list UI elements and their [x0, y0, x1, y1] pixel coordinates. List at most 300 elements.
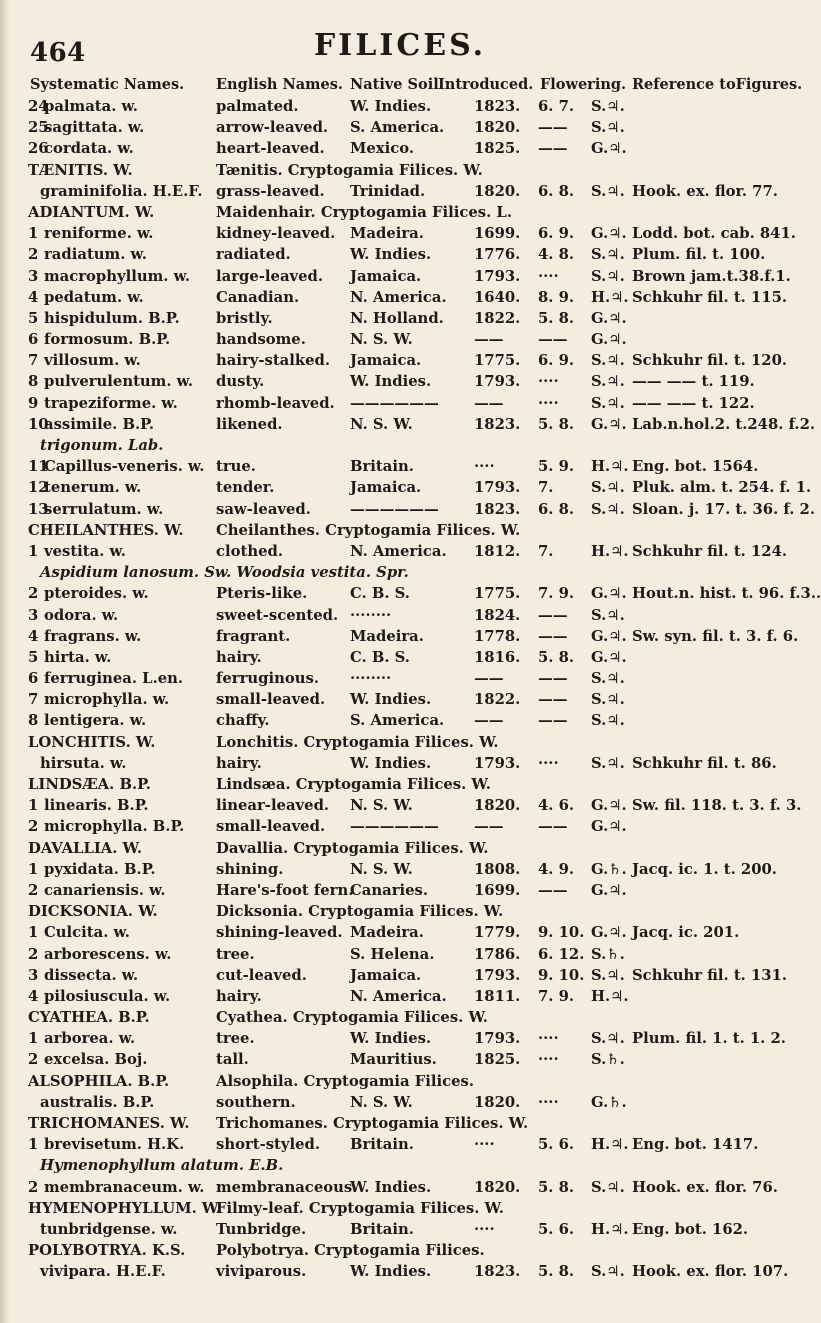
cell-nat: S. America. — [350, 712, 445, 730]
cell-sym: S.♄. — [591, 1051, 625, 1069]
cell-ref: Lab.n.hol.2. t.248. f.2. — [632, 415, 816, 433]
cell-nat: Madeira. — [350, 924, 424, 942]
cell-fl: 6. 9. — [538, 225, 575, 243]
cell-ref: Hout.n. hist. t. 96. f.3.. — [632, 585, 821, 603]
cell-yr: 1824. — [474, 606, 521, 624]
cell-eng: hairy. — [216, 987, 262, 1005]
cell-sys: pilosiuscula. w. — [44, 987, 171, 1005]
cell-fl: —— — [538, 712, 568, 730]
cell-eng: Hare's-foot fern. — [216, 881, 354, 899]
cell-sys: microphylla. B.P. — [44, 818, 185, 836]
cell-sys: excelsa. Boj. — [44, 1051, 148, 1069]
genus-row — [0, 774, 800, 795]
cell-num: 2 — [28, 1178, 39, 1196]
cell-sym: S.♃. — [591, 712, 625, 730]
header-flowering: Flowering. — [540, 76, 627, 93]
cell-sys: tunbridgense. w. — [40, 1220, 178, 1238]
cell-num: 2 — [28, 1051, 39, 1069]
cell-eng: Canadian. — [216, 288, 300, 306]
cell-nat: C. B. S. — [350, 585, 410, 603]
cell-sym: H.♃. — [591, 1136, 629, 1154]
cell-yr: 1793. — [474, 373, 521, 391]
cell-fl: 7. — [538, 542, 554, 560]
cell-sys: HYMENOPHYLLUM. W. — [28, 1199, 222, 1217]
cell-eng: rhomb-leaved. — [216, 394, 335, 412]
cell-fl: ···· — [538, 267, 559, 285]
cell-yr: —— — [474, 670, 504, 688]
cell-ref: Eng. bot. 1564. — [632, 458, 759, 476]
cell-nat: Jamaica. — [350, 267, 422, 285]
cell-eng: hairy. — [216, 754, 262, 772]
cell-gen: Dicksonia. Cryptogamia Filices. W. — [216, 903, 504, 921]
cell-num: 2 — [28, 585, 39, 603]
cell-sym: G.♄. — [591, 1093, 627, 1111]
cell-sys: ferruginea. L.en. — [44, 670, 184, 688]
cell-fl: —— — [538, 119, 568, 137]
cell-nat: Britain. — [350, 1220, 414, 1238]
cell-nat: ········ — [350, 606, 392, 624]
cell-nat: W. Indies. — [350, 1030, 432, 1048]
cell-num: 9 — [28, 394, 39, 412]
cell-sym: H.♃. — [591, 288, 629, 306]
cell-nat: W. Indies. — [350, 246, 432, 264]
cell-nat: W. Indies. — [350, 691, 432, 709]
cell-num: 25 — [28, 119, 49, 137]
cell-num: 5 — [28, 648, 39, 666]
cell-sym: G.♃. — [591, 585, 627, 603]
cell-eng: tender. — [216, 479, 275, 497]
cell-fl: ···· — [538, 1093, 559, 1111]
table-row — [0, 689, 800, 710]
cell-eng: radiated. — [216, 246, 291, 264]
cell-sys: TÆNITIS. W. — [28, 161, 133, 179]
cell-fl: 8. 9. — [538, 288, 575, 306]
cell-sym: S.♃. — [591, 352, 625, 370]
cell-eng: likened. — [216, 415, 283, 433]
cell-nat: Trinidad. — [350, 182, 426, 200]
cell-fl: 7. 9. — [538, 987, 575, 1005]
cell-gen: Filmy-leaf. Cryptogamia Filices. W. — [216, 1199, 504, 1217]
genus-row — [0, 1007, 800, 1028]
cell-sys: CYATHEA. B.P. — [28, 1009, 150, 1027]
cell-sys: Capillus-veneris. w. — [44, 458, 205, 476]
cell-num: 10 — [28, 415, 49, 433]
genus-row — [0, 160, 800, 181]
cell-nat: Mexico. — [350, 140, 415, 158]
cell-sys: vestita. w. — [44, 542, 126, 560]
cell-fl: 5. 8. — [538, 648, 575, 666]
table-row — [0, 626, 800, 647]
cell-ref: Brown jam.t.38.f.1. — [632, 267, 791, 285]
cell-yr: 1793. — [474, 1030, 521, 1048]
header-native-soil: Native Soil. — [350, 76, 444, 93]
cell-gen: Polybotrya. Cryptogamia Filices. — [216, 1242, 485, 1260]
cell-num: 3 — [28, 966, 39, 984]
cell-fl: ···· — [538, 1030, 559, 1048]
table-row — [0, 605, 800, 626]
table-row — [0, 1177, 800, 1198]
cell-fl: —— — [538, 627, 568, 645]
cell-fl: —— — [538, 606, 568, 624]
cell-fl: 9. 10. — [538, 966, 585, 984]
cell-nat: Jamaica. — [350, 966, 422, 984]
genus-row — [0, 901, 800, 922]
cell-sys: radiatum. w. — [44, 246, 147, 264]
cell-sym: S.♃. — [591, 246, 625, 264]
cell-nat: N. S. W. — [350, 797, 413, 815]
cell-eng: tall. — [216, 1051, 249, 1069]
cell-yr: —— — [474, 712, 504, 730]
cell-ref: Jacq. ic. 1. t. 200. — [632, 860, 777, 878]
table-row — [0, 1261, 800, 1282]
cell-sys: CHEILANTHES. W. — [28, 521, 184, 539]
cell-sys: assimile. B.P. — [44, 415, 154, 433]
cell-eng: sweet-scented. — [216, 606, 339, 624]
cell-eng: clothed. — [216, 542, 284, 560]
cell-nat: N. S. W. — [350, 331, 413, 349]
cell-nat: N. Holland. — [350, 309, 444, 327]
cell-ref: Hook. ex. flor. 76. — [632, 1178, 778, 1196]
cell-sym: H.♃. — [591, 458, 629, 476]
cell-fl: —— — [538, 670, 568, 688]
cell-fl: 6. 7. — [538, 98, 575, 115]
cell-sym: G.♃. — [591, 924, 627, 942]
table-row — [0, 456, 800, 477]
cell-yr: 1820. — [474, 1178, 521, 1196]
cell-gen: Cheilanthes. Cryptogamia Filices. W. — [216, 521, 521, 539]
cell-fl: —— — [538, 331, 568, 349]
cell-nat: C. B. S. — [350, 648, 410, 666]
cell-sym: G.♃. — [591, 648, 627, 666]
cell-num: 7 — [28, 352, 39, 370]
cell-num: 5 — [28, 309, 39, 327]
cell-num: 2 — [28, 246, 39, 264]
cell-sym: G.♃. — [591, 881, 627, 899]
cell-sys: palmata. w. — [44, 98, 138, 115]
genus-row — [0, 1198, 800, 1219]
cell-sys: cordata. w. — [44, 140, 134, 158]
cell-sym: H.♃. — [591, 987, 629, 1005]
cell-yr: 1823. — [474, 500, 521, 518]
table-row — [0, 117, 800, 138]
cell-yr: 1779. — [474, 924, 521, 942]
cell-ref: Plum. fil. 1. t. 1. 2. — [632, 1030, 786, 1048]
cell-eng: tree. — [216, 1030, 255, 1048]
cell-sys: dissecta. w. — [44, 966, 139, 984]
cell-fl: 9. 10. — [538, 924, 585, 942]
cell-yr: 1822. — [474, 691, 521, 709]
cell-sys: arborescens. w. — [44, 945, 172, 963]
cell-eng: kidney-leaved. — [216, 225, 336, 243]
genus-row — [0, 202, 800, 223]
cell-eng: handsome. — [216, 331, 306, 349]
cell-yr: 1778. — [474, 627, 521, 645]
cell-yr: 1776. — [474, 246, 521, 264]
cell-eng: Tunbridge. — [216, 1220, 307, 1238]
cell-sym: S.♃. — [591, 119, 625, 137]
genus-row — [0, 838, 800, 859]
cell-num: 4 — [28, 627, 39, 645]
cell-sys: DICKSONIA. W. — [28, 903, 158, 921]
cell-num: 7 — [28, 691, 39, 709]
cell-sys: ADIANTUM. W. — [28, 203, 155, 221]
cell-num: 4 — [28, 987, 39, 1005]
table-row — [0, 668, 800, 689]
cell-sys: vivipara. H.E.F. — [40, 1263, 166, 1281]
cell-sym: S.♃. — [591, 966, 625, 984]
cell-gen: Maidenhair. Cryptogamia Filices. L. — [216, 203, 512, 221]
cell-ref: Hook. ex. flor. 107. — [632, 1263, 789, 1281]
cell-ref: Eng. bot. 1417. — [632, 1136, 759, 1154]
cell-num: 8 — [28, 712, 39, 730]
cell-sys: arborea. w. — [44, 1030, 136, 1048]
cell-sym: S.♃. — [591, 182, 625, 200]
cell-nat: —————— — [350, 394, 439, 412]
cell-yr: 1825. — [474, 140, 521, 158]
table-row — [0, 477, 812, 498]
cell-sys: formosum. B.P. — [44, 331, 171, 349]
cell-num: 3 — [28, 606, 39, 624]
cell-sym: S.♃. — [591, 1178, 625, 1196]
cell-sym: G.♄. — [591, 860, 627, 878]
cell-ref: Schkuhr fil. t. 115. — [632, 288, 788, 306]
cell-nat: S. America. — [350, 119, 445, 137]
cell-eng: cut-leaved. — [216, 966, 307, 984]
cell-sys: trapeziforme. w. — [44, 394, 178, 412]
cell-yr: 1793. — [474, 479, 521, 497]
cell-eng: large-leaved. — [216, 267, 324, 285]
cell-ref: Schkuhr fil. t. 120. — [632, 352, 788, 370]
header-introduced: Introduced. — [438, 76, 534, 93]
cell-gen: Lonchitis. Cryptogamia Filices. W. — [216, 733, 499, 751]
table-row — [0, 1028, 800, 1049]
cell-fl: ···· — [538, 394, 559, 412]
cell-sys: fragrans. w. — [44, 627, 142, 645]
cell-sys: ALSOPHILA. B.P. — [28, 1072, 170, 1090]
cell-yr: —— — [474, 331, 504, 349]
cell-yr: 1823. — [474, 1263, 521, 1281]
cell-fl: 7. 9. — [538, 585, 575, 603]
cell-sys: villosum. w. — [44, 352, 141, 370]
table-row — [0, 244, 800, 265]
cell-sys: trigonum. Lab. — [40, 437, 164, 454]
cell-eng: fragrant. — [216, 627, 291, 645]
table-row — [0, 1092, 800, 1113]
cell-yr: 1699. — [474, 881, 521, 899]
cell-nat: N. S. W. — [350, 1093, 413, 1111]
cell-sym: S.♃. — [591, 1030, 625, 1048]
cell-sys: hispidulum. B.P. — [44, 309, 180, 327]
cell-yr: 1640. — [474, 288, 521, 306]
cell-yr: 1775. — [474, 352, 521, 370]
cell-eng: dusty. — [216, 373, 265, 391]
cell-fl: 6. 12. — [538, 945, 585, 963]
header-english-names: English Names. — [216, 76, 343, 93]
cell-fl: ···· — [538, 1051, 559, 1069]
cell-sym: S.♃. — [591, 606, 625, 624]
table-row — [0, 96, 800, 117]
cell-nat: —————— — [350, 818, 439, 836]
cell-sym: S.♃. — [591, 1263, 625, 1281]
cell-sys: POLYBOTRYA. K.S. — [28, 1242, 186, 1260]
cell-num: 11 — [28, 458, 49, 476]
cell-yr: 1822. — [474, 309, 521, 327]
cell-gen: Alsophila. Cryptogamia Filices. — [216, 1072, 474, 1090]
cell-ref: Pluk. alm. t. 254. f. 1. — [632, 479, 812, 497]
table-row — [0, 1219, 800, 1240]
cell-sys: lentigera. w. — [44, 712, 147, 730]
cell-eng: true. — [216, 458, 256, 476]
cell-num: 1 — [28, 542, 39, 560]
cell-fl: ···· — [538, 373, 559, 391]
cell-num: 1 — [28, 1136, 39, 1154]
cell-sys: australis. B.P. — [40, 1093, 155, 1111]
cell-nat: Canaries. — [350, 881, 429, 899]
genus-row — [0, 520, 800, 541]
cell-yr: 1808. — [474, 860, 521, 878]
cell-num: 6 — [28, 670, 39, 688]
cell-sys: serrulatum. w. — [44, 500, 164, 518]
cell-eng: linear-leaved. — [216, 797, 330, 815]
cell-sym: S.♃. — [591, 98, 625, 115]
table-row — [0, 710, 800, 731]
cell-sym: G.♃. — [591, 818, 627, 836]
cell-ref: Hook. ex. flor. 77. — [632, 182, 778, 200]
cell-eng: viviparous. — [216, 1263, 307, 1281]
cell-sys: pyxidata. B.P. — [44, 860, 156, 878]
cell-fl: ···· — [538, 754, 559, 772]
species-table — [0, 96, 821, 1283]
synonym-row — [0, 1155, 800, 1176]
cell-sys: LONCHITIS. W. — [28, 733, 156, 751]
cell-nat: W. Indies. — [350, 754, 432, 772]
cell-yr: —— — [474, 818, 504, 836]
cell-sys: graminifolia. H.E.F. — [40, 182, 203, 200]
cell-sys: Hymenophyllum alatum. E.B. — [40, 1157, 284, 1175]
cell-nat: Madeira. — [350, 627, 424, 645]
cell-fl: 4. 6. — [538, 797, 575, 815]
cell-gen: Lindsæa. Cryptogamia Filices. W. — [216, 776, 491, 793]
cell-eng: shining. — [216, 860, 284, 878]
cell-num: 1 — [28, 225, 39, 243]
cell-eng: ferruginous. — [216, 670, 319, 688]
cell-eng: saw-leaved. — [216, 500, 311, 518]
cell-gen: Davallia. Cryptogamia Filices. W. — [216, 839, 489, 857]
cell-eng: southern. — [216, 1093, 296, 1111]
cell-num: 1 — [28, 860, 39, 878]
genus-row — [0, 1240, 800, 1261]
cell-ref: Lodd. bot. cab. 841. — [632, 225, 796, 243]
cell-sys: Culcita. w. — [44, 924, 130, 942]
cell-ref: Jacq. ic. 201. — [632, 924, 740, 942]
cell-eng: hairy. — [216, 648, 262, 666]
cell-sys: reniforme. w. — [44, 225, 154, 243]
cell-fl: 5. 8. — [538, 1263, 575, 1281]
table-row — [0, 329, 800, 350]
header-reference: Reference toFigures. — [632, 76, 803, 93]
cell-eng: chaffy. — [216, 712, 270, 730]
cell-yr: 1820. — [474, 1093, 521, 1111]
table-row — [0, 393, 800, 414]
table-row — [0, 795, 800, 816]
cell-sys: canariensis. w. — [44, 881, 166, 899]
cell-yr: ···· — [474, 1136, 495, 1154]
cell-num: 6 — [28, 331, 39, 349]
table-row — [0, 181, 800, 202]
cell-num: 4 — [28, 288, 39, 306]
cell-sym: S.♃. — [591, 394, 625, 412]
cell-yr: ···· — [474, 1220, 495, 1238]
cell-nat: Jamaica. — [350, 352, 422, 370]
cell-gen: Cyathea. Cryptogamia Filices. W. — [216, 1009, 488, 1027]
table-row — [0, 816, 800, 837]
table-row — [0, 541, 800, 562]
cell-sym: S.♃. — [591, 373, 625, 391]
cell-num: 24 — [28, 98, 49, 115]
cell-ref: —— —— t. 122. — [632, 394, 755, 412]
cell-yr: 1811. — [474, 987, 521, 1005]
cell-fl: 7. — [538, 479, 554, 497]
table-row — [0, 138, 800, 159]
cell-sys: pedatum. w. — [44, 288, 144, 306]
cell-sym: G.♃. — [591, 309, 627, 327]
cell-yr: ···· — [474, 458, 495, 476]
cell-sys: Aspidium lanosum. Sw. Woodsia vestita. Spr. — [40, 564, 409, 582]
cell-num: 2 — [28, 818, 39, 836]
header-systematic-names: Systematic Names. — [30, 76, 185, 93]
table-row — [0, 583, 821, 604]
synonym-row — [0, 435, 800, 456]
cell-num: 2 — [28, 945, 39, 963]
page-number: 464 — [30, 38, 86, 68]
cell-sym: G.♃. — [591, 627, 627, 645]
cell-fl: 5. 6. — [538, 1220, 575, 1238]
cell-ref: Schkuhr fil. t. 124. — [632, 542, 788, 560]
cell-nat: Mauritius. — [350, 1051, 437, 1069]
cell-nat: N. S. W. — [350, 860, 413, 878]
cell-sys: hirsuta. w. — [40, 754, 127, 772]
cell-num: 26 — [28, 140, 49, 158]
cell-nat: W. Indies. — [350, 1263, 432, 1281]
cell-sys: LINDSÆA. B.P. — [28, 776, 151, 793]
table-row — [0, 986, 800, 1007]
cell-yr: 1812. — [474, 542, 521, 560]
cell-sys: membranaceum. w. — [44, 1178, 205, 1196]
cell-gen: Tænitis. Cryptogamia Filices. W. — [216, 161, 483, 179]
cell-eng: small-leaved. — [216, 818, 326, 836]
cell-yr: 1699. — [474, 225, 521, 243]
cell-sym: G.♃. — [591, 797, 627, 815]
cell-sys: macrophyllum. w. — [44, 267, 190, 285]
cell-sym: H.♃. — [591, 1220, 629, 1238]
table-row — [0, 647, 800, 668]
cell-sym: H.♃. — [591, 542, 629, 560]
cell-eng: tree. — [216, 945, 255, 963]
cell-sym: S.♃. — [591, 754, 625, 772]
cell-sym: S.♄. — [591, 945, 625, 963]
cell-eng: bristly. — [216, 309, 273, 327]
cell-fl: 4. 8. — [538, 246, 575, 264]
cell-num: 13 — [28, 500, 49, 518]
cell-sys: pulverulentum. w. — [44, 373, 194, 391]
table-row — [0, 965, 800, 986]
cell-fl: 6. 9. — [538, 352, 575, 370]
cell-fl: 5. 8. — [538, 415, 575, 433]
cell-nat: Britain. — [350, 458, 414, 476]
cell-sym: S.♃. — [591, 500, 625, 518]
cell-yr: 1793. — [474, 754, 521, 772]
cell-yr: 1823. — [474, 98, 521, 115]
